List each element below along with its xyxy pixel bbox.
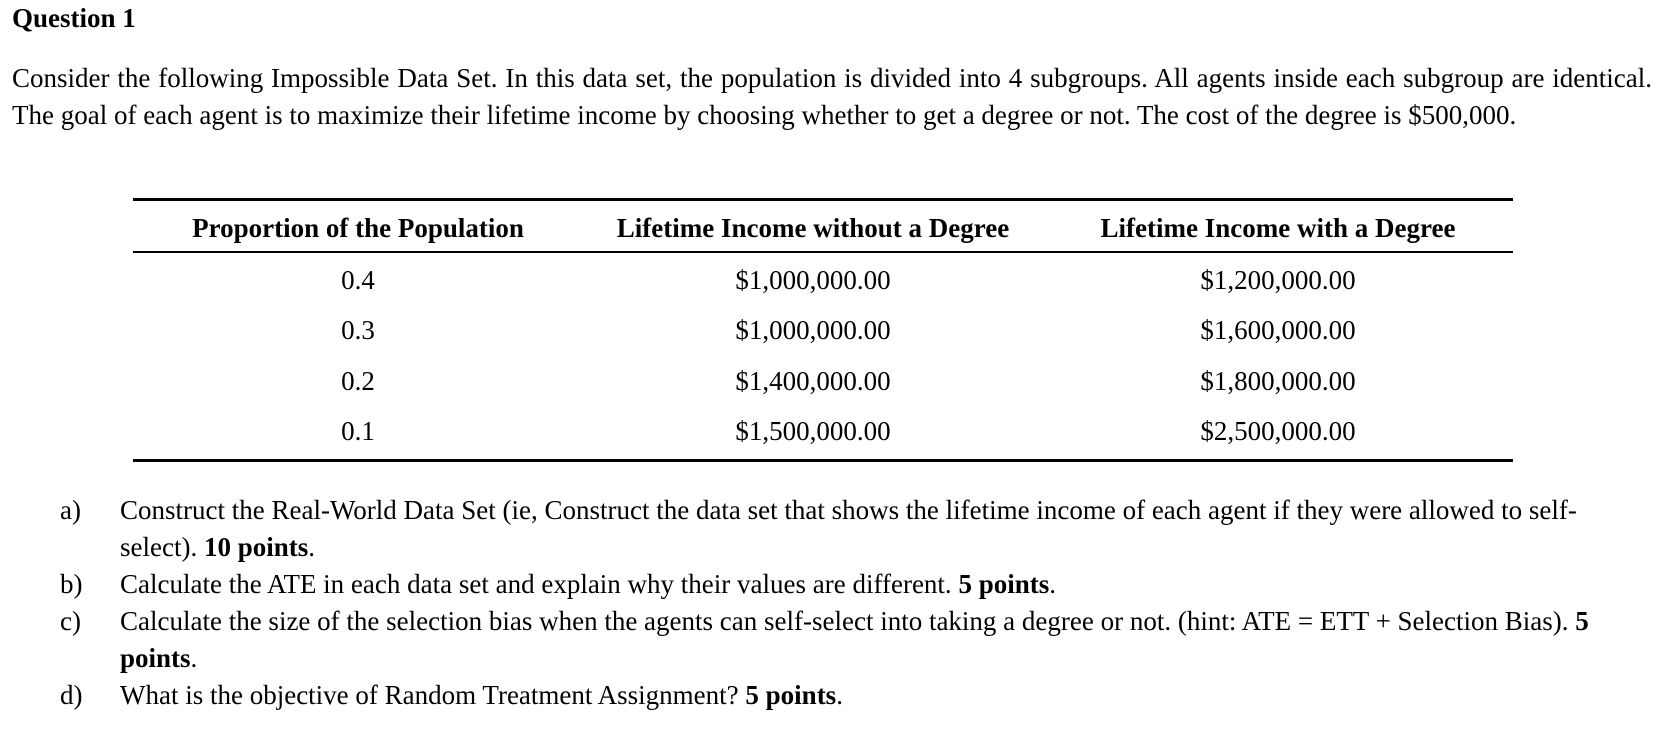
question-points: 5 points [958, 569, 1050, 599]
question-item-a [60, 492, 1652, 566]
question-item-d [60, 677, 1652, 714]
header-income-with-degree: Lifetime Income with a Degree [1100, 212, 1456, 243]
table-row [133, 255, 1513, 306]
question-end: . [836, 680, 843, 710]
question-points: 5 points [120, 606, 1589, 673]
question-points: 5 points [745, 680, 837, 710]
cell-income-without-degree: $1,000,000.00 [735, 264, 891, 295]
header-income-without-degree: Lifetime Income without a Degree [616, 212, 1010, 243]
question-title: Question 1 [12, 3, 136, 33]
question-body: Calculate the size of the selection bias when the agents can self-select into taking a degree or not. (hint: ATE = ETT + Selection Bias). [120, 606, 1569, 636]
cell-proportion: 0.1 [341, 416, 375, 447]
question-body: What is the objective of Random Treatment Assignment? [120, 680, 739, 710]
table-header-row [133, 201, 1513, 253]
question-item-b [60, 566, 1652, 603]
header-proportion: Proportion of the Population [192, 212, 524, 243]
question-letter: c) [60, 606, 81, 636]
table-body [133, 253, 1513, 459]
cell-proportion: 0.2 [341, 365, 375, 396]
cell-income-without-degree: $1,500,000.00 [735, 416, 891, 447]
question-end: . [1049, 569, 1056, 599]
question-body: Construct the Real-World Data Set (ie, Construct the data set that shows the lifetime income of each agent if they were allowed to self-select). [120, 495, 1577, 562]
data-table [133, 198, 1513, 462]
question-list [60, 492, 1652, 714]
question-points: 10 points [203, 532, 309, 562]
cell-income-with-degree: $1,800,000.00 [1200, 365, 1356, 396]
cell-income-without-degree: $1,400,000.00 [735, 365, 891, 396]
question-end: . [308, 532, 315, 562]
question-text [120, 603, 1652, 677]
table-row [133, 306, 1513, 357]
table-row [133, 407, 1513, 458]
table-row [133, 356, 1513, 407]
intro-paragraph: Consider the following Impossible Data Set. In this data set, the population is divided into 4 subgroups. All agents inside each subgroup are identical. The goal of each agent is to maximize their lifetime income by choosing whether to get a degree or not. The cost of the degree is $500,000. [12, 63, 1652, 130]
cell-proportion: 0.4 [341, 264, 375, 295]
question-body: Calculate the ATE in each data set and explain why their values are different. [120, 569, 952, 599]
question-text [120, 492, 1652, 566]
question-item-c [60, 603, 1652, 677]
question-letter: d) [60, 680, 83, 710]
question-letter: a) [60, 495, 81, 525]
question-end: . [190, 643, 198, 673]
question-text [120, 677, 1652, 714]
question-letter: b) [60, 569, 83, 599]
cell-income-with-degree: $2,500,000.00 [1200, 416, 1356, 447]
cell-proportion: 0.3 [341, 315, 375, 346]
cell-income-with-degree: $1,600,000.00 [1200, 315, 1356, 346]
question-text [120, 566, 1652, 603]
cell-income-with-degree: $1,200,000.00 [1200, 264, 1356, 295]
cell-income-without-degree: $1,000,000.00 [735, 315, 891, 346]
